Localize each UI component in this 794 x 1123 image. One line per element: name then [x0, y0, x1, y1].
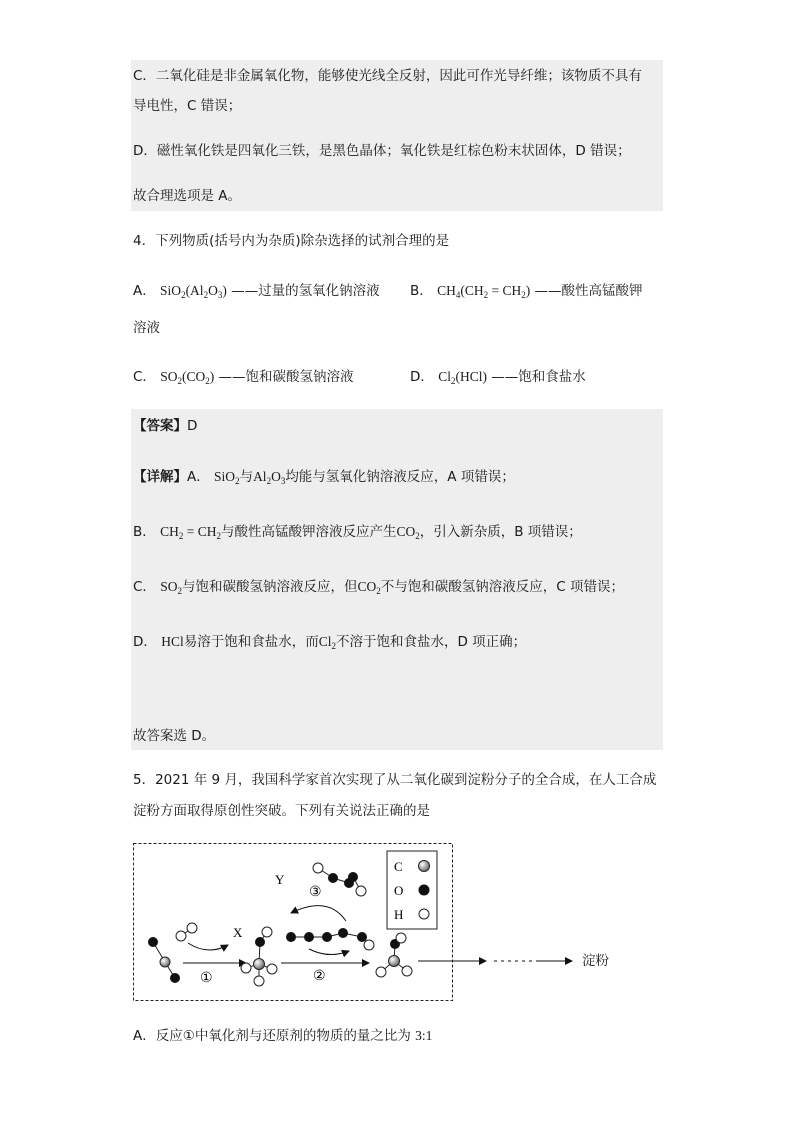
q4-detail-d [133, 632, 526, 656]
diagram-frame [134, 844, 453, 1001]
q4-detail-c-text1: 与饱和碳酸氢钠溶液反应，但 [182, 579, 358, 595]
label-step2: ② [313, 969, 326, 984]
legend-o-atom [419, 885, 430, 896]
q4-option-a-prefix: A． [133, 283, 156, 299]
starch-synthesis-diagram [133, 843, 453, 1001]
q3-conclusion: 故合理选项是 A。 [133, 188, 242, 204]
q4-detail-c-prefix: C． [133, 579, 156, 595]
q4-option-a-text: ——过量的氢氧化钠溶液 [231, 283, 380, 299]
q4-option-c-text: ——饱和碳酸氢钠溶液 [218, 369, 354, 385]
arrow-step3-curve [291, 906, 346, 921]
q4-detail-c-formula2: $CO_2$ [357, 579, 381, 596]
q4-detail-a-text2: 均能与氢氧化钠溶液反应，A 项错误； [285, 469, 515, 485]
q4-detail-a-formula1: SiO$_2$ [214, 469, 240, 486]
q4-detail-d-text1: 易溶于饱和食盐水，而 [183, 634, 319, 650]
q4-answer [133, 416, 197, 436]
q4-detail-b-prefix: B． [133, 524, 156, 540]
q4-option-c [133, 367, 354, 391]
q4-detail-b [133, 522, 582, 546]
answer-value: D [187, 418, 198, 434]
q4-option-d-text: ——饱和食盐水 [491, 369, 586, 385]
starch-label: 淀粉 [582, 953, 609, 969]
label-step3: ③ [309, 885, 322, 900]
q4-option-b-formula: $CH_4(CH_2 = CH_2)$ [437, 283, 531, 300]
starch-arrow-continued [452, 951, 582, 971]
co2-molecule [148, 937, 180, 983]
methanol-molecule [241, 927, 277, 986]
q4-detail-b-text2: ，引入新杂质，B 项错误； [419, 524, 582, 540]
q4-option-d-prefix: D． [410, 369, 434, 385]
h2-molecule [176, 923, 197, 941]
q4-detail-a [133, 467, 515, 491]
q3-option-c-line1: C．二氧化硅是非金属氧化物，能够使光线全反射，因此可作光导纤维；该物质不具有 [133, 68, 642, 84]
q4-option-d [410, 367, 586, 391]
legend-o-label: O [394, 883, 404, 898]
detail-label: 【详解】 [133, 469, 187, 485]
label-x: X [233, 925, 243, 940]
q4-detail-d-formula2: $Cl_2$ [318, 634, 336, 651]
q5-stem-line2: 淀粉方面取得原创性突破。下列有关说法正确的是 [133, 803, 430, 819]
q4-detail-d-prefix: D． [133, 634, 157, 650]
q3-option-d: D．磁性氧化铁是四氧化三铁，是黑色晶体；氧化铁是红棕色粉末状固体，D 错误； [133, 143, 631, 159]
q4-detail-d-formula1: HCl [161, 634, 184, 649]
q4-option-a [133, 281, 380, 305]
q4-option-c-formula: $SO_2(CO_2)$ [160, 369, 215, 386]
q4-option-a-formula: $SiO_2(Al_2O_3)$ [160, 283, 227, 300]
q4-detail-d-text2: 不溶于饱和食盐水，D 项正确； [335, 634, 527, 650]
q4-detail-c-formula1: $SO_2$ [160, 579, 182, 596]
answer-label: 【答案】 [133, 418, 187, 434]
q4-detail-c [133, 577, 624, 601]
q3-option-c-line2: 导电性，C 错误； [133, 98, 242, 114]
oxidant-chain [286, 928, 374, 950]
legend-h-atom [419, 909, 429, 919]
arrow-step2-curve [309, 949, 349, 955]
q5-option-a-ratio: 3:1 [415, 1028, 433, 1043]
q4-stem: 4．下列物质(括号内为杂质)除杂选择的试剂合理的是 [133, 233, 450, 249]
q4-detail-b-formula1: $CH_2 = CH_2$ [160, 524, 221, 541]
q4-detail-a-prefix: A． [187, 469, 210, 485]
q4-option-c-prefix: C． [133, 369, 156, 385]
q4-option-b-continued: 溶液 [133, 320, 160, 336]
q4-detail-b-text1: 与酸性高锰酸钾溶液反应产生 [220, 524, 397, 540]
q5-option-a-circle: ① [182, 1028, 195, 1044]
arrow-x-curve [188, 943, 228, 950]
q4-option-b-text: ——酸性高锰酸钾 [534, 283, 643, 299]
q5-option-a-text: 中氧化剂与还原剂的物质的量之比为 [194, 1028, 411, 1044]
q4-conclusion: 故答案选 D。 [133, 728, 216, 744]
legend-c-label: C [394, 859, 403, 874]
q4-option-b [410, 281, 643, 305]
q5-option-a-prefix: A．反应 [133, 1028, 183, 1044]
q5-option-a [133, 1026, 432, 1046]
legend-c-atom [419, 861, 430, 872]
label-step1: ① [200, 971, 213, 986]
q4-detail-a-text1: 与 [239, 469, 254, 485]
q4-detail-c-text2: 不与饱和碳酸氢钠溶液反应，C 项错误； [380, 579, 624, 595]
legend-h-label: H [394, 907, 404, 922]
product-molecule [376, 933, 412, 977]
q4-option-d-formula: $Cl_2(HCl)$ [438, 369, 487, 386]
q5-stem-line1: 5．2021 年 9 月，我国科学家首次实现了从二氧化碳到淀粉分子的全合成，在人工合成 [133, 772, 657, 788]
q4-detail-b-formula2: $CO_2$ [396, 524, 420, 541]
label-y: Y [275, 872, 285, 887]
q4-detail-a-formula2: $Al_2O_3$ [253, 469, 286, 486]
q4-option-b-prefix: B． [410, 283, 433, 299]
